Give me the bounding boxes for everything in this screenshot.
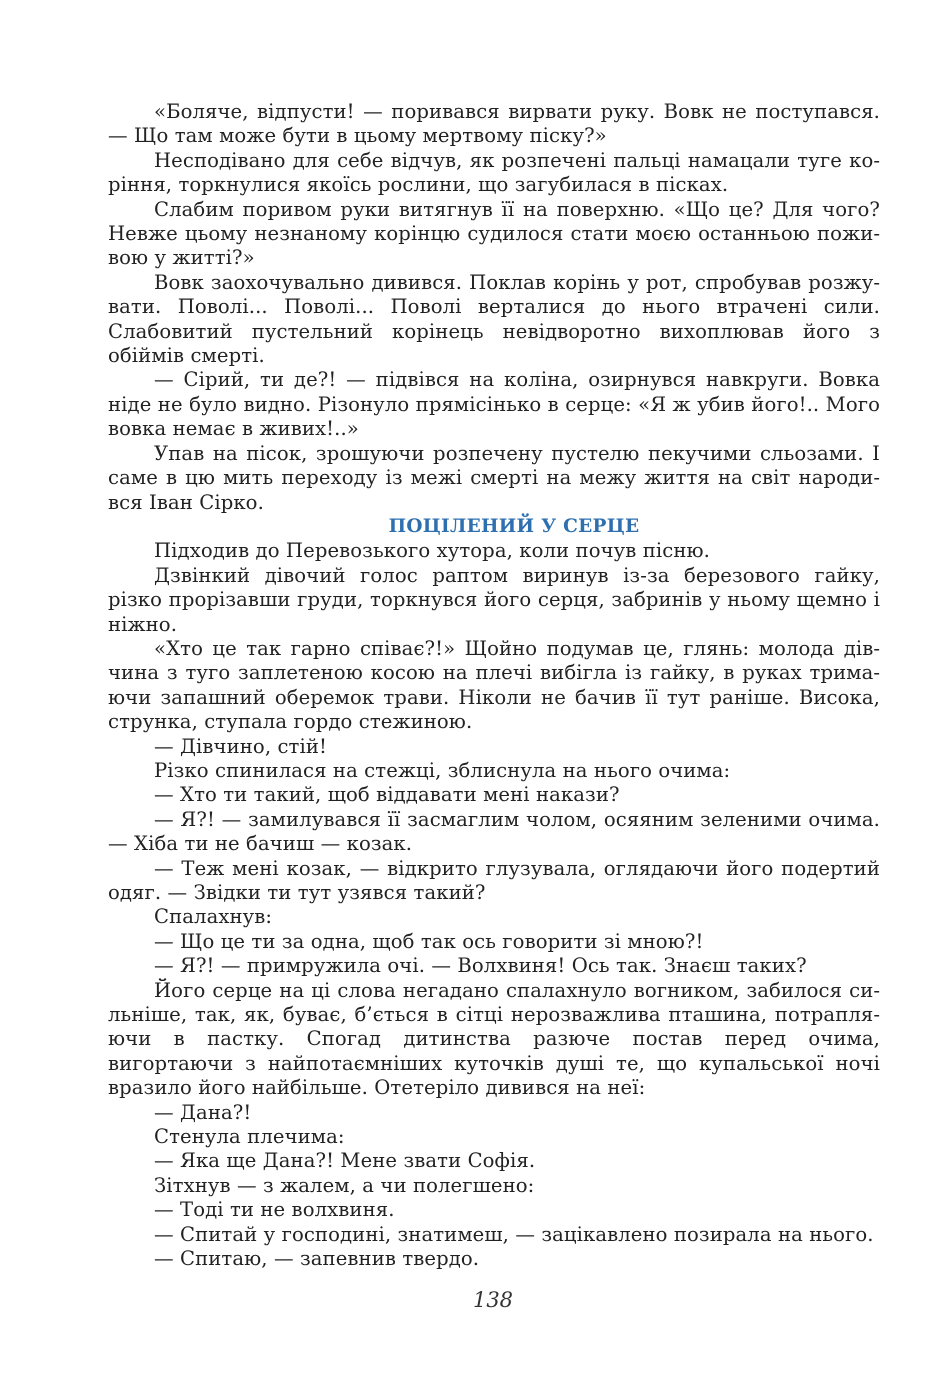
paragraph: Зітхнув — з жалем, а чи полегшено: bbox=[154, 1173, 535, 1197]
paragraph: Дзвінкий дівочий голос раптом виринув із-за березового гайку, різко прорізавши груди, торкнувся його серця, забринів у ньому щемно і ніжно. bbox=[108, 563, 880, 636]
paragraph: Стенула плечима: bbox=[154, 1125, 345, 1149]
page-number: 138 bbox=[472, 1288, 514, 1312]
paragraph: — Хто ти такий, щоб віддавати мені накази? bbox=[154, 783, 620, 807]
paragraph: Його серце на ці слова негадано спалахнуло вогником, забилося сильніше, так, як, буває, б’ється в сітці нерозважлива пташина, потрапляючи в пастку. Спогад дитинства разюче постав перед очима, вигортаючи з найпотаємніших куточків душі те, що купальської ночі вразило його найбільше. Отетеріло дивився на неї: bbox=[108, 978, 880, 1100]
paragraph: — Сірий, ти де?! — підвівся на коліна, озирнувся навкруги. Вовка ніде не було видно. Різонуло прямісінько в серце: «Я ж убив його!.. Мого вовка немає в живих!..» bbox=[108, 368, 880, 441]
paragraph: «Хто це так гарно співає?!» Щойно подумав це, глянь: молода дівчина з туго заплетеною косою на плечі вибігла із гайку, в руках тримаючи запашний оберемок трави. Ніколи не бачив її тут раніше. Висока, струнка, ступала гордо стежиною. bbox=[108, 636, 880, 734]
paragraph: — Дана?! bbox=[154, 1100, 252, 1124]
paragraph: Несподівано для себе відчув, як розпечені пальці намацали туге коріння, торкнулися якоїсь рослини, що загубилася в пісках. bbox=[108, 148, 880, 197]
paragraph: — Яка ще Дана?! Мене звати Софія. bbox=[154, 1149, 536, 1173]
paragraph: — Тоді ти не волхвиня. bbox=[154, 1198, 395, 1222]
paragraph: Упав на пісок, зрошуючи розпечену пустелю пекучими сльозами. І саме в цю мить переходу із межі смерті на межу життя на світ народився Іван Сірко. bbox=[108, 441, 880, 514]
paragraph: Підходив до Перевозького хутора, коли почув пісню. bbox=[154, 539, 710, 563]
page-text-block bbox=[108, 100, 880, 1272]
paragraph: — Спитай у господині, знатимеш, — зацікавлено позирала на нього. bbox=[154, 1222, 874, 1246]
paragraph: Вовк заохочувально дивився. Поклав корінь у рот, спробував розжувати. Поволі... Поволі... Поволі верталися до нього втрачені сили. Слабовитий пустельний корінець невідворотно вихоплював його з обіймів смерті. bbox=[108, 270, 880, 368]
paragraph: — Спитаю, — запевнив твердо. bbox=[154, 1247, 480, 1271]
paragraph: Спалахнув: bbox=[154, 905, 273, 929]
paragraph: «Боляче, відпусти! — поривався вирвати руку. Вовк не поступався. — Що там може бути в цьому мертвому піску?» bbox=[108, 100, 880, 148]
paragraph: Різко спинилася на стежці, зблиснула на нього очима: bbox=[154, 758, 731, 782]
paragraph: — Дівчино, стій! bbox=[154, 734, 327, 758]
paragraph: — Теж мені козак, — відкрито глузувала, оглядаючи його подертий одяг. — Звідки ти тут узявся такий? bbox=[108, 856, 880, 904]
paragraph: Слабим поривом руки витягнув її на поверхню. «Що це? Для чого? Невже цьому незнаному корінцю судилося стати моєю останньою поживою у житті?» bbox=[108, 197, 880, 270]
paragraph: — Я?! — примружила очі. — Волхвиня! Ось так. Знаєш таких? bbox=[154, 954, 807, 978]
paragraph: — Що це ти за одна, щоб так ось говорити зі мною?! bbox=[154, 929, 704, 953]
paragraph: — Я?! — замилувався її засмаглим чолом, осяяним зеленими очима. — Хіба ти не бачиш — козак. bbox=[108, 807, 880, 856]
section-heading: ПОЦІЛЕНИЙ У СЕРЦЕ bbox=[388, 515, 640, 537]
